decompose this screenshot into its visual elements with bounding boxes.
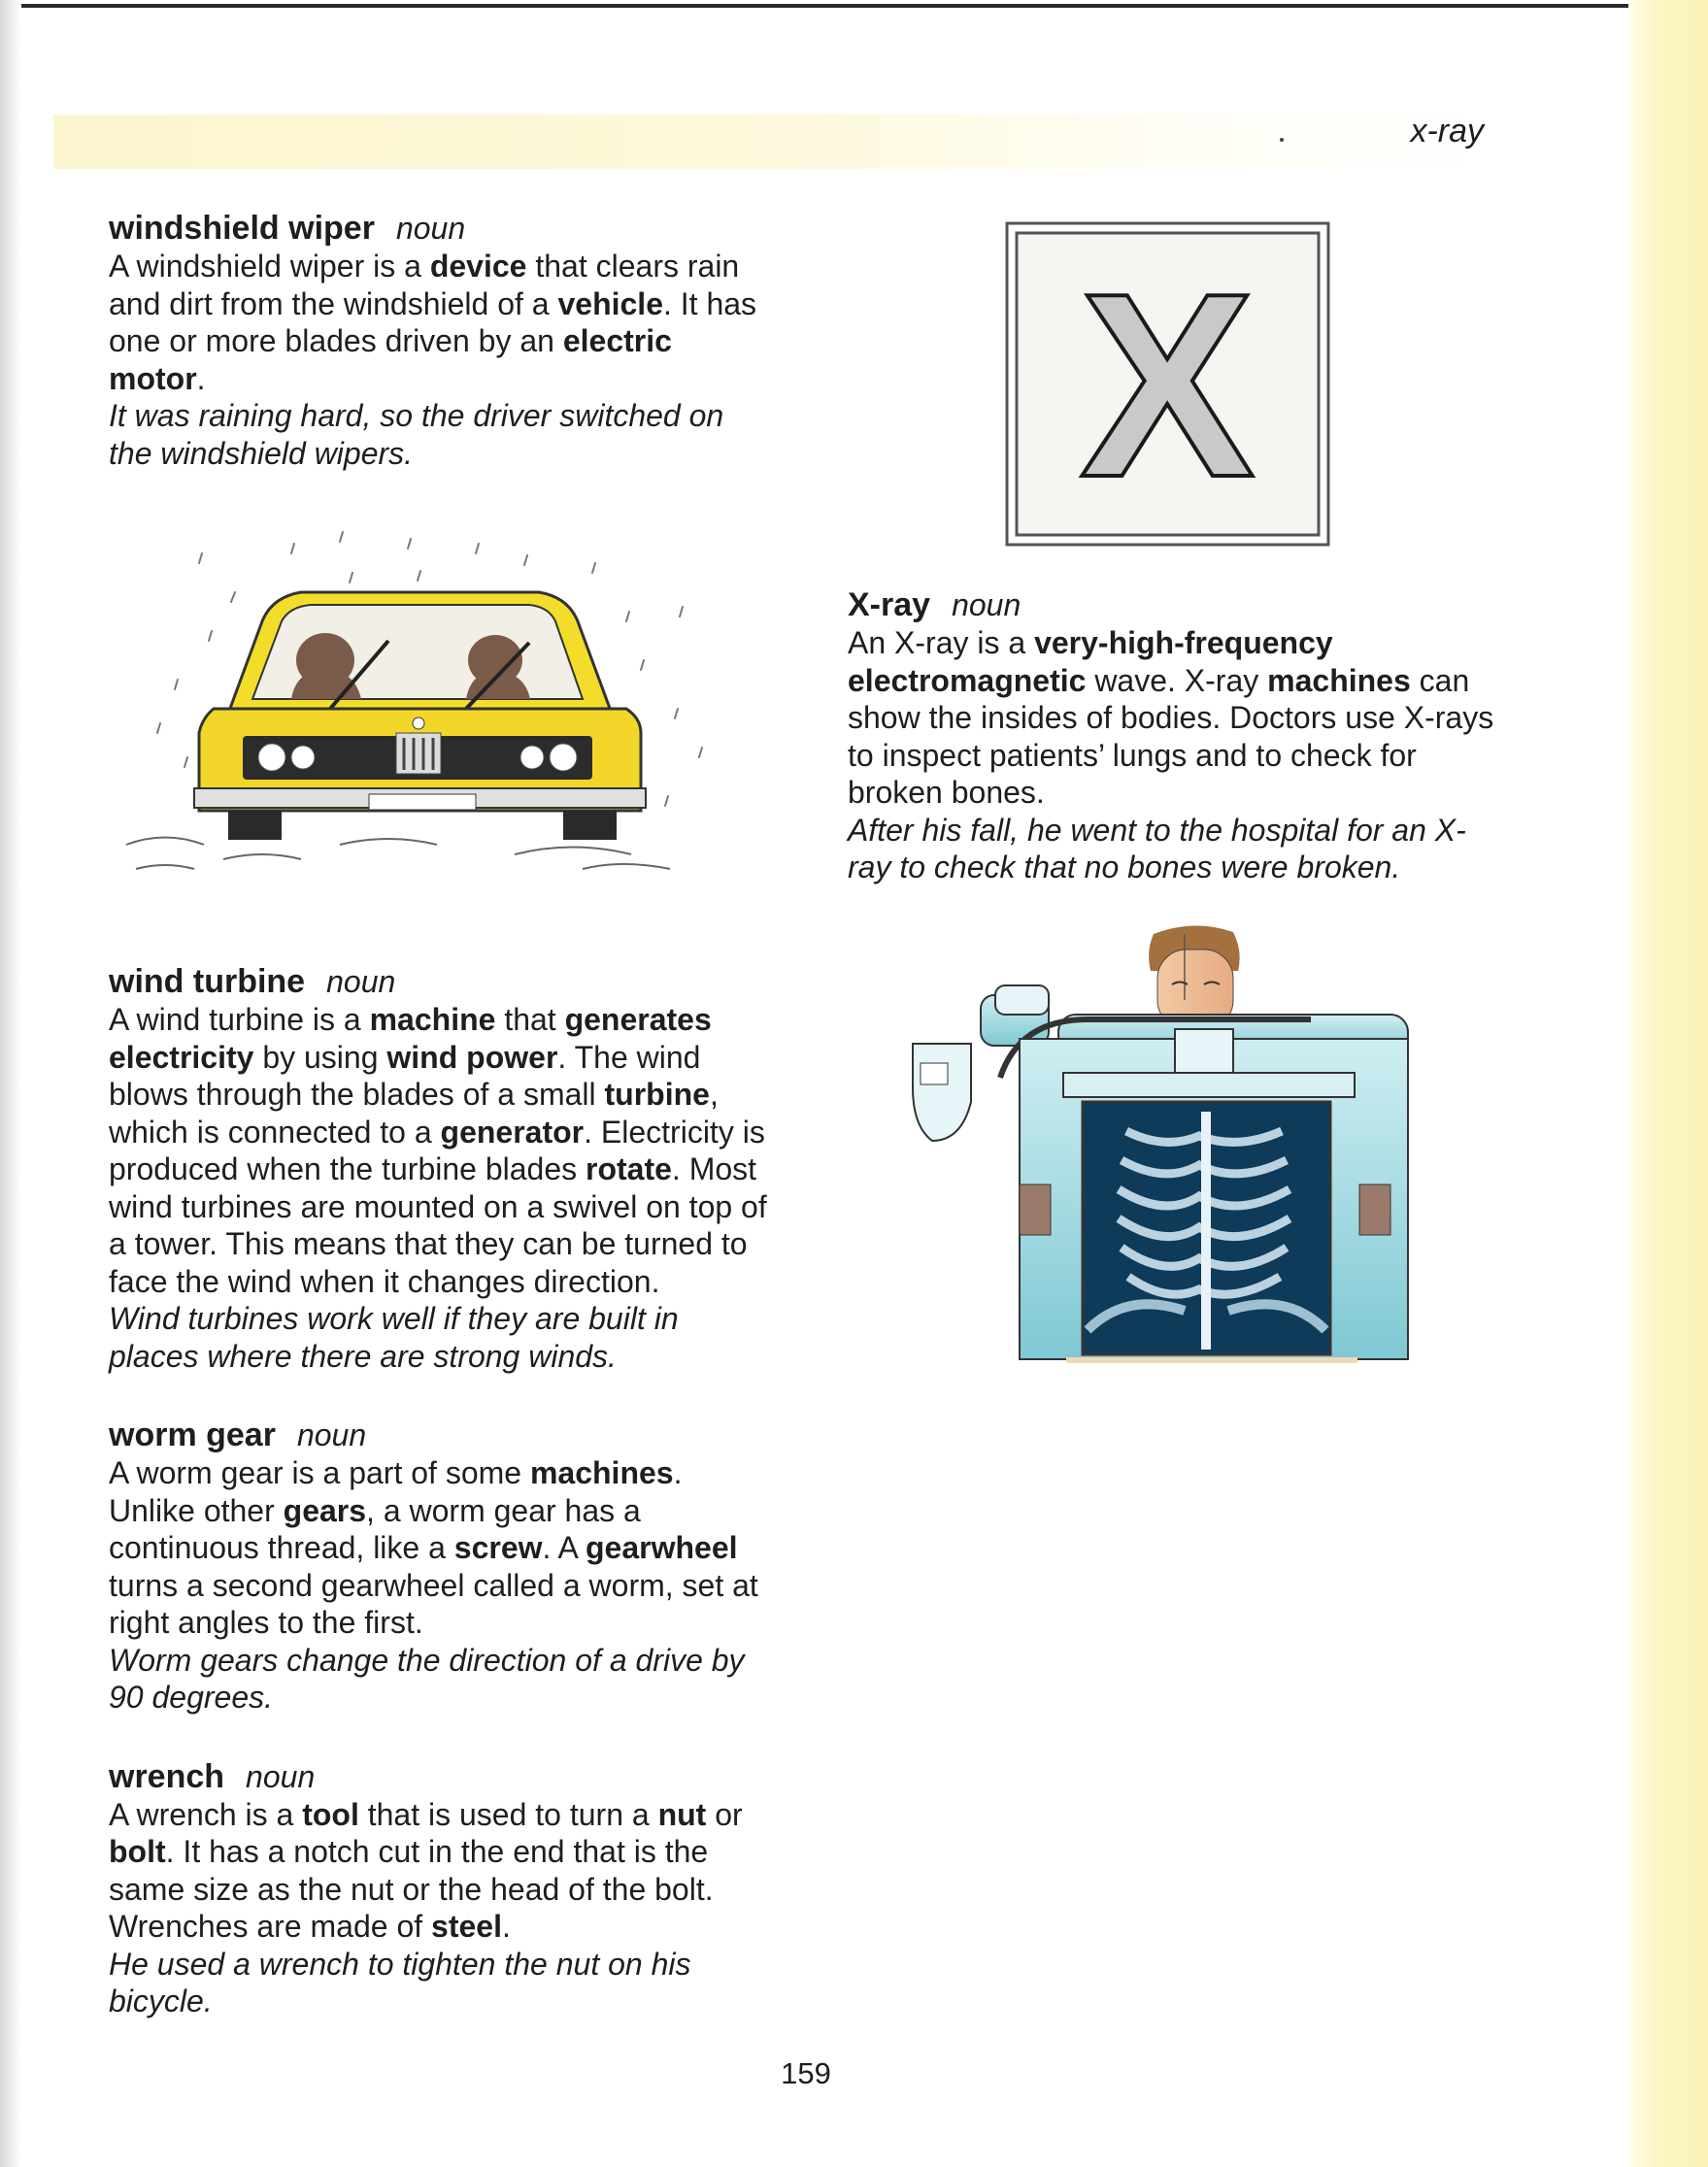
definition-keyword: rotate — [586, 1151, 672, 1186]
entry-example: Wind turbines work well if they are built in places where there are strong winds. — [109, 1301, 679, 1374]
definition-keyword: gears — [283, 1492, 367, 1528]
entry-definition — [109, 248, 769, 397]
clamp — [1020, 1184, 1051, 1235]
entry-gap — [109, 1375, 769, 1416]
letter-tile-letter: X — [1079, 240, 1256, 532]
definition-text: . It has a notch cut in the end that is the same size as the nut or the head of the bolt. Wrenches are made of — [109, 1834, 714, 1944]
definition-keyword: vehicle — [557, 285, 663, 321]
entry-example: Worm gears change the direction of a drive by 90 degrees. — [109, 1642, 745, 1715]
definition-keyword: tool — [302, 1796, 359, 1832]
page-gutter-shadow — [0, 0, 21, 2167]
definition-text: , which is connected to a — [109, 1077, 719, 1150]
letter-tile — [1005, 221, 1330, 547]
definition-keyword: steel — [431, 1909, 502, 1944]
entry-headline — [109, 1757, 769, 1796]
license-plate — [369, 794, 476, 810]
page-number: 159 — [781, 2056, 831, 2090]
definition-text: . The wind blows through the blades of a small — [109, 1039, 701, 1112]
entry-definition — [848, 624, 1508, 812]
entry-word: X-ray — [848, 586, 931, 623]
definition-keyword: bolt — [109, 1834, 166, 1869]
windshield-wiper-illustration — [97, 524, 738, 893]
entry-part-of-speech: noun — [296, 1417, 367, 1452]
wheel — [563, 811, 617, 840]
entry-word: worm gear — [109, 1417, 276, 1453]
header-band — [53, 115, 1520, 169]
definition-text: A wrench is a — [109, 1796, 303, 1832]
definition-keyword: very-high-frequency electromagnetic — [848, 625, 1333, 698]
entry-definition — [109, 1001, 769, 1300]
entry-headline — [109, 209, 769, 248]
definition-keyword: electric motor — [109, 323, 672, 396]
entry-part-of-speech: noun — [246, 1758, 316, 1794]
definition-keyword: machines — [529, 1455, 674, 1490]
definition-text: that is used to turn a — [358, 1796, 658, 1832]
x-ray-illustration — [903, 922, 1418, 1408]
definition-text: . A — [542, 1530, 586, 1565]
definition-text: A windshield wiper is a — [109, 249, 430, 283]
entry-gap — [109, 1717, 769, 1757]
road-puddles — [126, 838, 670, 870]
definition-text: A wind turbine is a — [109, 1002, 370, 1037]
definition-text: turns a second gearwheel called a worm, set at right angles to the first. — [109, 1567, 758, 1640]
definition-text: wave. X-ray — [1086, 662, 1268, 698]
entry-wrench — [109, 1757, 769, 2020]
entry-headline — [848, 585, 1508, 624]
definition-keyword: machine — [369, 1002, 496, 1037]
clamp — [1359, 1184, 1390, 1235]
definition-text: . Most wind turbines are mounted on a swivel on top of a tower. This means that they can be turned to face the wind when it changes direction. — [109, 1151, 767, 1299]
top-rule — [0, 0, 1708, 12]
entry-part-of-speech: noun — [326, 964, 396, 999]
left-column — [109, 209, 769, 2020]
entry-example: It was raining hard, so the driver switched on the windshield wipers. — [109, 398, 724, 471]
entry-definition — [109, 1454, 769, 1642]
definition-text: . — [501, 1909, 511, 1944]
plate-holder — [1175, 1029, 1233, 1073]
entry-example: After his fall, he went to the hospital for an X-ray to check that no bones were broken. — [848, 812, 1466, 884]
headlight — [520, 746, 544, 769]
definition-keyword: machines — [1267, 662, 1411, 698]
definition-text: can show the insides of bodies. Doctors use X-rays to inspect patients’ lungs and to check for broken bones. — [848, 662, 1494, 810]
definition-keyword: screw — [453, 1530, 543, 1565]
definition-text: that clears rain and dirt from the windshield of a — [109, 249, 740, 321]
definition-keyword: generates electricity — [109, 1002, 712, 1075]
alphabet-side-strip — [1628, 0, 1708, 2167]
definition-text: An X-ray is a — [848, 625, 1035, 660]
definition-keyword: device — [429, 249, 527, 283]
entry-headline — [109, 962, 769, 1001]
definition-keyword: wind power — [386, 1039, 558, 1075]
wheel — [228, 811, 282, 840]
definition-text: by using — [253, 1039, 387, 1075]
running-head: x-ray — [1410, 113, 1484, 150]
entry-word: windshield wiper — [109, 210, 375, 247]
right-column — [848, 585, 1508, 886]
definition-text: that — [495, 1002, 565, 1037]
entry-x-ray — [848, 585, 1508, 886]
entry-word: wind turbine — [109, 963, 306, 1000]
definition-text: . It has one or more blades driven by an — [109, 285, 757, 358]
definition-keyword: gearwheel — [586, 1530, 738, 1565]
definition-keyword: turbine — [604, 1077, 710, 1112]
entry-part-of-speech: noun — [952, 587, 1021, 622]
entry-wind-turbine — [109, 962, 769, 1375]
entry-windshield-wiper — [109, 209, 769, 472]
definition-text: . Electricity is produced when the turbine blades — [109, 1114, 765, 1186]
side-handle — [913, 1044, 971, 1141]
entry-example: He used a wrench to tighten the nut on his bicycle. — [109, 1946, 691, 2018]
definition-text: , a worm gear has a continuous thread, like a — [109, 1492, 641, 1565]
entry-headline — [109, 1416, 769, 1454]
headlight — [258, 744, 285, 771]
definition-keyword: generator — [440, 1114, 585, 1150]
definition-text: . Unlike other — [109, 1455, 683, 1528]
definition-text: . — [196, 360, 206, 396]
entry-worm-gear — [109, 1416, 769, 1717]
definition-keyword: nut — [657, 1796, 707, 1832]
entry-definition — [109, 1796, 769, 1946]
entry-part-of-speech: noun — [395, 211, 466, 246]
header-dot — [1280, 138, 1284, 142]
definition-text: or — [706, 1796, 743, 1832]
definition-text: A worm gear is a part of some — [109, 1455, 530, 1490]
entry-word: wrench — [109, 1757, 225, 1795]
